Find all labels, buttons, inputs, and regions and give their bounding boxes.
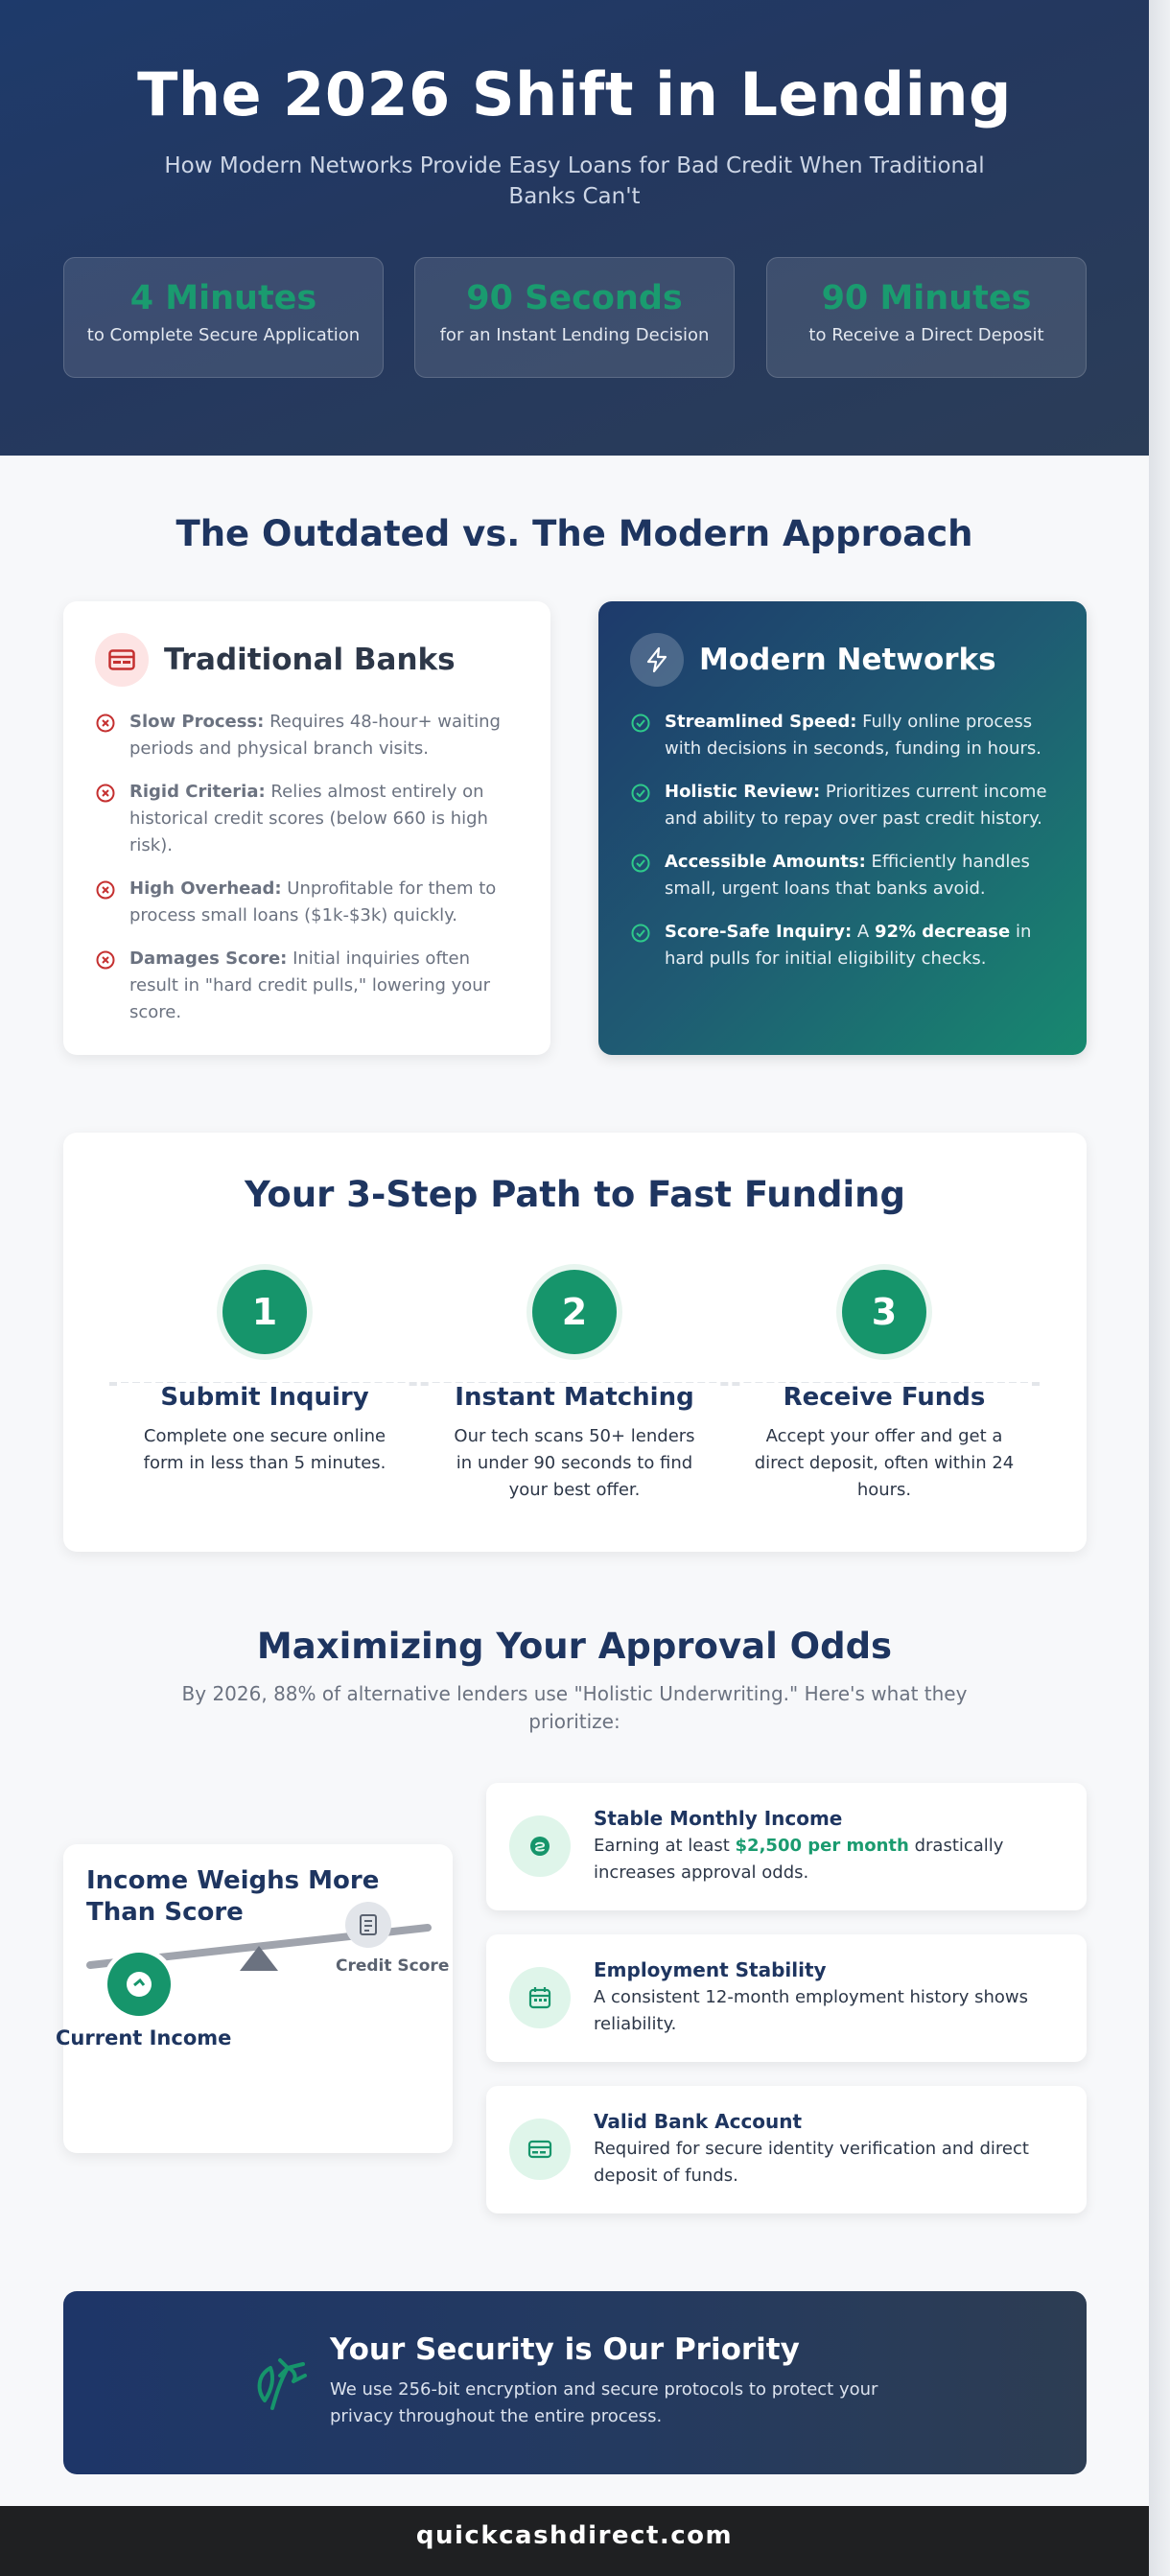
lightning-icon bbox=[630, 633, 684, 687]
item-bold: Score-Safe Inquiry: bbox=[665, 922, 853, 942]
odds-subtitle: By 2026, 88% of alternative lenders use "Holistic Underwriting." Here's what they prioritize: bbox=[181, 1682, 968, 1733]
traditional-banks-card bbox=[63, 601, 550, 1055]
modern-list bbox=[630, 709, 1057, 989]
item-bold: Slow Process: bbox=[129, 712, 265, 732]
step-2 bbox=[431, 1270, 718, 1504]
step-desc: Complete one secure online form in less than 5 minutes. bbox=[143, 1426, 386, 1473]
x-circle-icon bbox=[95, 783, 116, 804]
step-1 bbox=[121, 1270, 409, 1477]
steps-card bbox=[63, 1133, 1087, 1552]
list-item bbox=[630, 779, 1057, 832]
item-text: Efficiently handles small, urgent loans that banks avoid. bbox=[665, 852, 1030, 899]
stat-card-decision bbox=[414, 257, 735, 378]
factor-title: Stable Monthly Income bbox=[594, 1807, 843, 1830]
income-highlight: $2,500 per month bbox=[735, 1836, 909, 1856]
item-text: Requires 48-hour+ waiting periods and physical branch visits. bbox=[129, 712, 501, 759]
list-item bbox=[95, 876, 522, 929]
card-header bbox=[630, 633, 996, 687]
item-bold: Accessible Amounts: bbox=[665, 852, 866, 872]
step-number: 2 bbox=[532, 1270, 617, 1354]
step-title: Receive Funds bbox=[740, 1383, 1028, 1412]
factor-title: Valid Bank Account bbox=[594, 2110, 803, 2133]
x-circle-icon bbox=[95, 949, 116, 971]
modern-networks-card bbox=[598, 601, 1087, 1055]
item-text: Unprofitable for them to process small loans ($1k-$3k) quickly. bbox=[129, 878, 497, 925]
card-header bbox=[95, 633, 456, 687]
footer-domain[interactable]: quickcashdirect.com bbox=[0, 2506, 1149, 2576]
step-number: 1 bbox=[222, 1270, 307, 1354]
factor-desc: Required for secure identity verification and direct deposit of funds. bbox=[594, 2139, 1029, 2186]
factor-desc: A consistent 12-month employment history shows reliability. bbox=[594, 1987, 1028, 2034]
hero-section bbox=[0, 0, 1149, 456]
item-text: in hard pulls for initial eligibility checks. bbox=[665, 922, 1032, 969]
bank-card-icon bbox=[95, 633, 149, 687]
stat-value: 4 Minutes bbox=[129, 279, 317, 317]
list-item bbox=[95, 946, 522, 1026]
list-item bbox=[630, 709, 1057, 762]
factor-desc bbox=[594, 1833, 1064, 1886]
stat-label: to Complete Secure Application bbox=[86, 325, 361, 345]
stat-label: to Receive a Direct Deposit bbox=[808, 325, 1044, 345]
calendar-icon bbox=[509, 1967, 571, 2028]
step-desc: Our tech scans 50+ lenders in under 90 seconds to find your best offer. bbox=[454, 1426, 695, 1500]
factor-card-income bbox=[486, 1783, 1087, 1910]
item-text: Prioritizes current income and ability to repay over past credit history. bbox=[665, 782, 1047, 829]
item-bold: High Overhead: bbox=[129, 878, 282, 899]
stat-card-application bbox=[63, 257, 384, 378]
item-text: Initial inquiries often result in "hard credit pulls," lowering your score. bbox=[129, 948, 491, 1022]
step-title: Submit Inquiry bbox=[121, 1383, 409, 1412]
shield-leaf-icon bbox=[251, 2354, 311, 2412]
stat-value: 90 Minutes bbox=[821, 279, 1032, 317]
step-number: 3 bbox=[842, 1270, 926, 1354]
check-circle-icon bbox=[630, 783, 651, 804]
credit-card-icon bbox=[509, 2119, 571, 2180]
credit-score-label: Credit Score bbox=[336, 1956, 450, 1976]
check-circle-icon bbox=[630, 713, 651, 734]
current-income-weight bbox=[103, 1948, 176, 2021]
current-income-label: Current Income bbox=[56, 2026, 232, 2049]
stat-label: for an Instant Lending Decision bbox=[439, 325, 710, 345]
steps-heading: Your 3-Step Path to Fast Funding bbox=[245, 1174, 905, 1215]
list-item bbox=[630, 849, 1057, 902]
scale-title: Income Weighs More Than Score bbox=[86, 1866, 380, 1927]
x-circle-icon bbox=[95, 879, 116, 901]
item-text: A bbox=[852, 922, 875, 942]
step-desc: Accept your offer and get a direct deposit, often within 24 hours. bbox=[754, 1426, 1015, 1500]
hero-subtitle: How Modern Networks Provide Easy Loans for Bad Credit When Traditional Banks Can't bbox=[164, 153, 985, 209]
comparison-heading: The Outdated vs. The Modern Approach bbox=[176, 513, 973, 554]
security-title: Your Security is Our Priority bbox=[330, 2332, 800, 2367]
money-icon bbox=[509, 1815, 571, 1877]
page-edge-shadow bbox=[1149, 0, 1170, 2576]
list-item bbox=[95, 709, 522, 762]
traditional-list bbox=[95, 709, 522, 1042]
check-circle-icon bbox=[630, 923, 651, 944]
stat-card-deposit bbox=[766, 257, 1087, 378]
list-item bbox=[630, 919, 1057, 972]
item-bold: Rigid Criteria: bbox=[129, 782, 266, 802]
item-bold: Damages Score: bbox=[129, 948, 288, 969]
factor-card-bank-account bbox=[486, 2086, 1087, 2213]
card-title: Modern Networks bbox=[699, 643, 996, 677]
hero-title: The 2026 Shift in Lending bbox=[137, 59, 1012, 129]
item-bold: Streamlined Speed: bbox=[665, 712, 857, 732]
item-bold-highlight: 92% decrease bbox=[874, 922, 1011, 942]
security-banner bbox=[63, 2291, 1087, 2474]
card-title: Traditional Banks bbox=[164, 643, 456, 677]
factor-desc-text: drastically increases approval odds. bbox=[594, 1836, 1004, 1883]
security-desc: We use 256-bit encryption and secure protocols to protect your privacy throughout the entire process. bbox=[330, 2379, 878, 2426]
factor-card-employment bbox=[486, 1934, 1087, 2062]
check-circle-icon bbox=[630, 853, 651, 874]
step-3 bbox=[740, 1270, 1028, 1504]
credit-score-weight bbox=[345, 1902, 391, 1948]
factor-title: Employment Stability bbox=[594, 1958, 827, 1981]
list-item bbox=[95, 779, 522, 859]
item-text: Fully online process with decisions in seconds, funding in hours. bbox=[665, 712, 1041, 759]
factor-desc-text: Earning at least bbox=[594, 1836, 736, 1856]
item-bold: Holistic Review: bbox=[665, 782, 821, 802]
odds-heading: Maximizing Your Approval Odds bbox=[256, 1626, 893, 1667]
x-circle-icon bbox=[95, 713, 116, 734]
item-text: Relies almost entirely on historical credit scores (below 660 is high risk). bbox=[129, 782, 488, 855]
step-title: Instant Matching bbox=[431, 1383, 718, 1412]
stat-value: 90 Seconds bbox=[466, 279, 683, 317]
